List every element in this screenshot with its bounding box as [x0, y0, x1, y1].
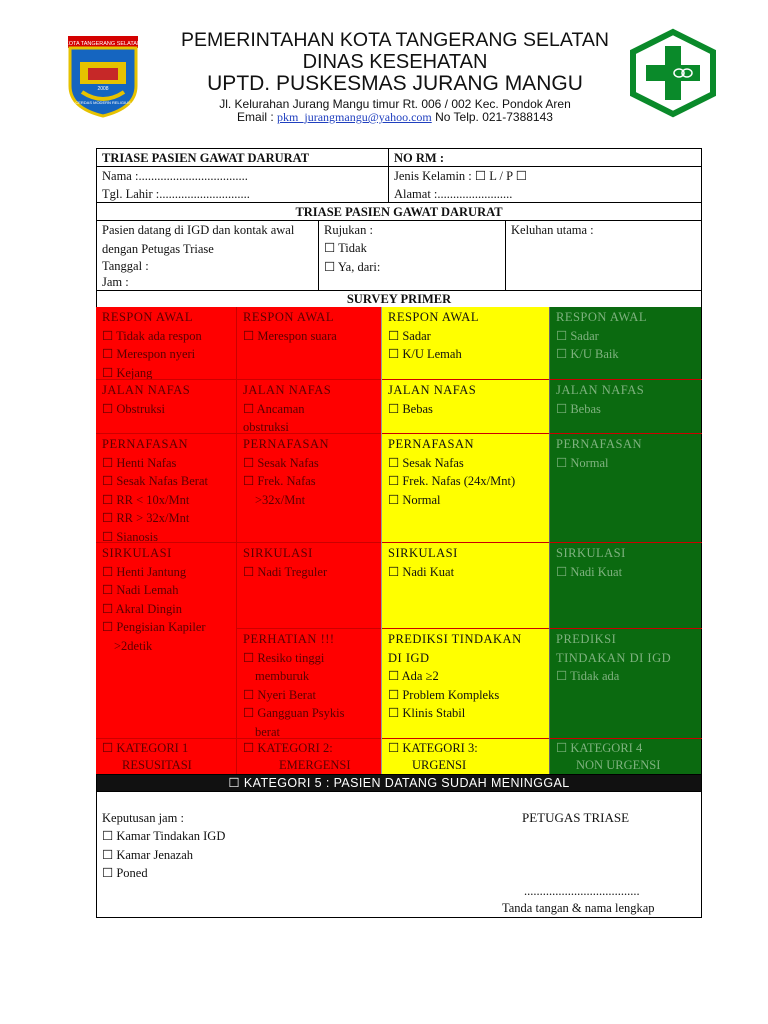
checkbox-rr-kurang-10[interactable]: ☐ RR < 10x/Mnt [102, 492, 190, 507]
checkbox-henti-jantung[interactable]: ☐ Henti Jantung [102, 564, 187, 579]
datang-text: Pasien datang di IGD dan kontak awal dengan Petugas Triase [102, 223, 295, 256]
no-rm-field[interactable]: NO RM : [394, 151, 444, 165]
header-address: Jl. Kelurahan Jurang Mangu timur Rt. 006 / 002 Kec. Pondok Aren [219, 97, 571, 111]
resiko-tinggi-cont: memburuk [255, 669, 310, 683]
kategori-3-label: URGENSI [412, 758, 467, 772]
city-logo [64, 34, 142, 118]
checkbox-nadi-lemah[interactable]: ☐ Nadi Lemah [102, 583, 179, 597]
checkbox-sesak-nafas-berat[interactable]: ☐ Sesak Nafas Berat [102, 474, 208, 488]
frek-nafas-cont: >32x/Mnt [255, 492, 306, 507]
pernafasan-red [96, 434, 236, 542]
pernafasan-title: PERNAFASAN [556, 437, 643, 451]
perhatian-title: PERHATIAN !!! [243, 632, 335, 646]
respon-awal-title: RESPON AWAL [388, 310, 479, 324]
pernafasan-title: PERNAFASAN [243, 437, 330, 451]
checkbox-nadi-treguler[interactable]: ☐ Nadi Treguler [243, 564, 328, 579]
prediksi-yellow [382, 629, 549, 738]
kategori-4[interactable] [550, 739, 701, 774]
checkbox-merespon-nyeri[interactable]: ☐ Merespon nyeri [102, 347, 196, 361]
checkbox-akral-dingin[interactable]: ☐ Akral Dingin [102, 601, 182, 616]
checkbox-obstruksi[interactable]: ☐ Obstruksi [102, 401, 165, 416]
sirkulasi-title: SIRKULASI [388, 546, 458, 560]
header-line3: UPTD. PUSKESMAS JURANG MANGU [207, 72, 583, 95]
sirkulasi-red2 [237, 543, 381, 628]
checkbox-pengisian-kapiler[interactable]: ☐ Pengisian Kapiler [102, 620, 206, 634]
prediksi-title: PREDIKSI TINDAKAN [388, 632, 522, 646]
sirkulasi-title: SIRKULASI [243, 546, 313, 560]
keluhan-field[interactable]: Keluhan utama : [511, 223, 594, 237]
tgl-lahir-field[interactable]: Tgl. Lahir :............................. [102, 187, 250, 201]
logo-year: 2008 [97, 86, 109, 92]
checkbox-normal-green[interactable]: ☐ Normal [556, 455, 609, 470]
perhatian-red2 [237, 629, 381, 738]
kategori-5[interactable]: ☐ KATEGORI 5 : PASIEN DATANG SUDAH MENINGGAL [228, 776, 570, 790]
nama-field[interactable]: Nama :................................... [102, 169, 248, 183]
header-line2: DINAS KESEHATAN [302, 51, 488, 73]
pengisian-kapiler-cont: >2detik [114, 638, 153, 653]
survey-title: SURVEY PRIMER [346, 292, 452, 306]
checkbox-resiko-tinggi[interactable]: ☐ Resiko tinggi [243, 650, 325, 665]
checkbox-nadi-kuat-green[interactable]: ☐ Nadi Kuat [556, 564, 623, 579]
logo-motto: CERDAS MODERN RELIGIUS [75, 100, 131, 105]
respon-awal-red [96, 307, 236, 379]
checkbox-nyeri-berat[interactable]: ☐ Nyeri Berat [243, 687, 316, 702]
logo-text-top: KOTA TANGERANG SELATAN [65, 41, 141, 47]
jalan-nafas-title: JALAN NAFAS [388, 383, 477, 397]
checkbox-tidak-ada-respon[interactable]: ☐ Tidak ada respon [102, 328, 202, 343]
sirkulasi-green [550, 543, 701, 628]
option-kamar-jenazah[interactable]: ☐ Kamar Jenazah [102, 848, 194, 862]
pernafasan-title: PERNAFASAN [102, 437, 189, 451]
respon-awal-title: RESPON AWAL [556, 310, 647, 324]
puskesmas-logo [627, 28, 719, 118]
triage-form [96, 148, 702, 918]
keputusan-label: Keputusan jam : [102, 811, 184, 825]
jenis-kelamin-field[interactable]: Jenis Kelamin : ☐ L / P ☐ [394, 169, 527, 183]
jalan-nafas-yellow [382, 380, 549, 433]
pernafasan-title: PERNAFASAN [388, 437, 475, 451]
ancaman-obstruksi-cont: obstruksi [243, 420, 289, 433]
checkbox-merespon-suara[interactable]: ☐ Merespon suara [243, 328, 337, 343]
checkbox-bebas-green[interactable]: ☐ Bebas [556, 401, 601, 416]
gangguan-psykis-cont: berat [255, 724, 280, 738]
jam-field[interactable]: Jam : [102, 275, 129, 289]
email-label: Email : [237, 110, 278, 124]
jalan-nafas-title: JALAN NAFAS [556, 383, 645, 397]
respon-awal-yellow [382, 307, 549, 379]
prediksi-title-cont: TINDAKAN DI IGD [556, 650, 672, 665]
jalan-nafas-title: JALAN NAFAS [243, 383, 332, 397]
pernafasan-red2 [237, 434, 381, 542]
checkbox-nadi-kuat[interactable]: ☐ Nadi Kuat [388, 564, 455, 579]
alamat-field[interactable]: Alamat :........................ [394, 187, 513, 201]
respon-awal-red2 [237, 307, 381, 379]
tanggal-field[interactable]: Tanggal : [102, 259, 149, 273]
option-kamar-tindakan[interactable]: ☐ Kamar Tindakan IGD [102, 829, 226, 843]
checkbox-bebas[interactable]: ☐ Bebas [388, 401, 433, 416]
jalan-nafas-green [550, 380, 701, 433]
checkbox-sadar[interactable]: ☐ Sadar [388, 328, 431, 343]
section-title: TRIASE PASIEN GAWAT DARURAT [295, 205, 503, 219]
phone-text: No Telp. 021-7388143 [431, 110, 553, 124]
sirkulasi-title: SIRKULASI [556, 546, 626, 560]
checkbox-sianosis[interactable]: ☐ Sianosis [102, 529, 159, 542]
rujukan-tidak-checkbox[interactable]: ☐ Tidak [324, 241, 367, 255]
prediksi-title-cont: DI IGD [388, 650, 430, 665]
checkbox-henti-nafas[interactable]: ☐ Henti Nafas [102, 455, 177, 470]
respon-awal-title: RESPON AWAL [243, 310, 334, 324]
signature-line[interactable]: ..................................... [524, 884, 640, 898]
form-title: TRIASE PASIEN GAWAT DARURAT [102, 151, 310, 165]
checkbox-ku-baik[interactable]: ☐ K/U Baik [556, 347, 619, 361]
sirkulasi-title: SIRKULASI [102, 546, 172, 560]
pernafasan-yellow [382, 434, 549, 542]
petugas-triase-label: PETUGAS TRIASE [522, 810, 630, 825]
checkbox-normal[interactable]: ☐ Normal [388, 492, 441, 507]
prediksi-title: PREDIKSI [556, 632, 617, 646]
jalan-nafas-red [96, 380, 236, 433]
checkbox-tidak-ada[interactable]: ☐ Tidak ada [556, 669, 620, 683]
pernafasan-green [550, 434, 701, 542]
checkbox-sesak-nafas[interactable]: ☐ Sesak Nafas [243, 455, 319, 470]
kategori-2[interactable] [237, 739, 381, 774]
checkbox-gangguan-psykis[interactable]: ☐ Gangguan Psykis [243, 706, 345, 720]
option-poned[interactable]: ☐ Poned [102, 866, 148, 880]
checkbox-sesak-nafas-yellow[interactable]: ☐ Sesak Nafas [388, 455, 464, 470]
respon-awal-title: RESPON AWAL [102, 310, 193, 324]
kategori-1-label: RESUSITASI [122, 758, 192, 772]
checkbox-frek-nafas[interactable]: ☐ Frek. Nafas [243, 474, 316, 488]
checkbox-kejang[interactable]: ☐ Kejang [102, 365, 153, 379]
jalan-nafas-title: JALAN NAFAS [102, 383, 191, 397]
sirkulasi-red [96, 543, 236, 738]
header-line1: PEMERINTAHAN KOTA TANGERANG SELATAN [181, 29, 609, 51]
rujukan-ya-checkbox[interactable]: ☐ Ya, dari: [324, 260, 381, 274]
checkbox-sadar-green[interactable]: ☐ Sadar [556, 328, 599, 343]
checkbox-ku-lemah[interactable]: ☐ K/U Lemah [388, 347, 462, 361]
kategori-1[interactable] [96, 739, 236, 774]
kategori-3[interactable] [382, 739, 549, 774]
kategori-3-checkbox[interactable]: ☐ KATEGORI 3: [388, 741, 478, 755]
checkbox-ada-2[interactable]: ☐ Ada ≥2 [388, 669, 439, 683]
prediksi-green [550, 629, 701, 738]
checkbox-rr-lebih-32[interactable]: ☐ RR > 32x/Mnt [102, 511, 190, 525]
kategori-4-checkbox[interactable]: ☐ KATEGORI 4 [556, 741, 643, 755]
kategori-2-checkbox[interactable]: ☐ KATEGORI 2: [243, 741, 333, 755]
checkbox-klinis-stabil[interactable]: ☐ Klinis Stabil [388, 706, 466, 720]
checkbox-frek-nafas-24[interactable]: ☐ Frek. Nafas (24x/Mnt) [388, 474, 516, 488]
email-link[interactable]: pkm_jurangmangu@yahoo.com [277, 110, 432, 124]
checkbox-ancaman-obstruksi[interactable]: ☐ Ancaman [243, 401, 305, 416]
rujukan-label: Rujukan : [324, 223, 373, 237]
respon-awal-green [550, 307, 701, 379]
checkbox-problem-kompleks[interactable]: ☐ Problem Kompleks [388, 687, 500, 702]
ttd-label: Tanda tangan & nama lengkap [502, 901, 655, 915]
kategori-1-checkbox[interactable]: ☐ KATEGORI 1 [102, 741, 189, 755]
sirkulasi-yellow [382, 543, 549, 628]
kategori-4-label: NON URGENSI [576, 758, 661, 772]
kategori-2-label: EMERGENSI [279, 758, 351, 772]
jalan-nafas-red2 [237, 380, 381, 433]
header-contact [160, 110, 630, 125]
